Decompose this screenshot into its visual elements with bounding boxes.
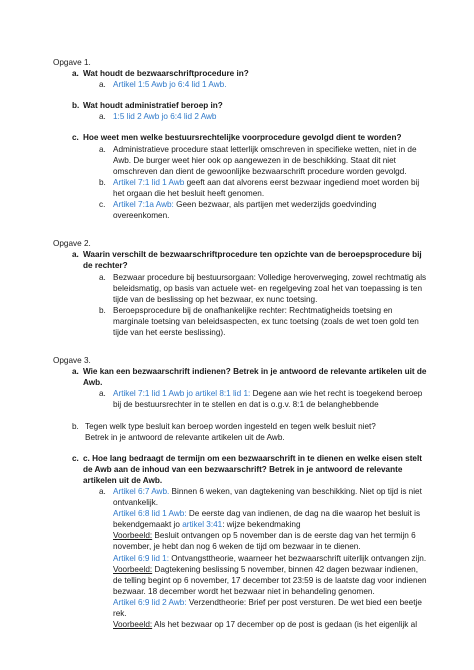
question-2a (53, 249, 427, 271)
opgave-1-title: Opgave 1. (53, 58, 91, 67)
question-text: Tegen welk type besluit kan beroep worden ingesteld en tegen welk besluit niet? (85, 421, 376, 431)
answer-label: a. (99, 272, 106, 282)
question-1c (53, 132, 427, 143)
answer-1c-b (53, 177, 427, 199)
answer-1c-a (53, 144, 427, 177)
answer-line (113, 619, 427, 630)
answer-line (113, 486, 427, 508)
question-text: Waarin verschilt de bezwaarschriftprocedure ten opzichte van de beroepsprocedure bij de rechter? (83, 250, 422, 271)
answer-line (113, 564, 427, 597)
question-3c (53, 453, 427, 486)
example-label: Voorbeeld: (113, 620, 153, 630)
answer-1a (53, 79, 427, 90)
answer-3b: Betrek in je antwoord de relevante artikelen uit de Awb. (85, 432, 285, 442)
answer-3a-a (53, 388, 427, 410)
question-text: Wie kan een bezwaarschrift indienen? Betrek in je antwoord de relevante artikelen uit de Awb. (83, 367, 427, 388)
article-reference: Artikel 7:1 lid 1 Awb (113, 177, 185, 187)
article-reference: Artikel 6:9 lid 1: (113, 553, 169, 563)
answer-2a-b (53, 305, 427, 338)
answer-text: Degene aan wie het recht is toegekend beroep bij de bestuursrechter in te stellen en dat is o.g.v. 8:1 de belanghebbende (113, 389, 423, 410)
question-text: Wat houdt administratief beroep in? (83, 101, 223, 111)
answer-label: a. (99, 112, 106, 122)
article-reference: Artikel 1:5 Awb jo 6:4 lid 1 Awb. (113, 80, 227, 90)
answer-text: Geen bezwaar, als partijen met wederzijds goedvinding overeenkomen. (113, 200, 377, 221)
question-3b (53, 421, 427, 432)
answer-text: Bezwaar procedure bij bestuursorgaan: Volledige heroverweging, zowel rechtmatig als beleidsmatig, op basis van actuele wet- en regelgeving zoal het van toepassing is ten tijde van de beslissing op het bezwaar, ex nunc toetsing. (113, 272, 427, 304)
question-text: Wat houdt de bezwaarschriftprocedure in? (83, 69, 249, 79)
answer-line (113, 530, 427, 552)
answer-label: a. (99, 389, 106, 399)
answer-label: c. (99, 200, 106, 210)
article-reference: Artikel 6:8 lid 1 Awb: (113, 509, 187, 519)
opgave-3-title: Opgave 3. (53, 356, 91, 366)
answer-1b (53, 111, 427, 122)
question-text: c. Hoe lang bedraagt de termijn om een bezwaarschrift in te dienen en welke eisen stelt de Awb aan de inhoud van een bezwaarschrift? Betrek in je antwoord de relevante artikelen uit de Awb. (83, 453, 422, 485)
answer-text: De eerste dag van indienen, de dag na die waarop het besluit is bekendgemaakt jo (113, 509, 421, 530)
article-reference: Artikel 6:9 lid 2 Awb: (113, 597, 187, 607)
answer-label: a. (99, 487, 106, 496)
answer-text: Besluit ontvangen op 5 november dan is de eerste dag van het termijn 6 november, je hebt dan nog 6 weken de tijd om bezwaar in te dienen. (113, 531, 416, 552)
answer-text: Binnen 6 weken, van dagtekening van beschikking. Niet op tijd is niet ontvankelijk. (113, 487, 422, 508)
opgave-2-title: Opgave 2. (53, 239, 91, 249)
answer-label: b. (99, 305, 106, 315)
answer-text: : wijze bekendmaking (222, 520, 301, 530)
example-label: Voorbeeld: (113, 564, 153, 574)
question-label: c. (72, 133, 79, 143)
question-text: Hoe weet men welke bestuursrechtelijke voorprocedure gevolgd dient te worden? (83, 133, 402, 143)
answer-text: Als het bezwaar op 17 december op de post is gedaan (is het eigenlijk al (152, 620, 418, 630)
answer-text: Administratieve procedure staat letterlijk omschreven in specifieke wetten, niet in de Awb. De burger weet hier ook op aangewezen in de beschikking. Staat dit niet omschreven dan dient de gewoonlijke bezwaarschrift procedure worden gevolgd. (113, 144, 417, 176)
answer-3c-a (53, 486, 427, 630)
answer-text: geeft aan dat alvorens eerst bezwaar ingediend moet worden bij het orgaan die het besluit heeft genomen. (113, 177, 420, 198)
answer-line (113, 553, 427, 564)
article-reference: artikel 3:41 (182, 520, 223, 530)
answer-2a-a (53, 272, 427, 305)
question-label: b. (72, 101, 80, 111)
answer-line (113, 508, 427, 530)
question-label: a. (72, 250, 79, 260)
article-reference: Artikel 7:1a Awb: (113, 200, 174, 210)
example-label: Voorbeeld: (113, 531, 153, 541)
question-label: b. (72, 421, 79, 431)
document-body (53, 57, 427, 630)
answer-line (113, 597, 427, 619)
question-label: a. (72, 69, 79, 79)
answer-label: b. (99, 177, 106, 187)
answer-text: Ontvangsttheorie, waarneer het bezwaarschrift uiterlijk ontvangen zijn. (168, 553, 427, 563)
answer-label: a. (99, 80, 106, 90)
answer-text: Dagtekening beslissing 5 november, binnen 42 dagen bezwaar indienen, de telling begint op 6 november, 17 december tot 23:59 is de laatste dag voor indienen bezwaar. 18 december wordt het bezwaar niet in behandeling genomen. (113, 564, 427, 596)
question-1a (53, 68, 427, 79)
question-1b (53, 100, 427, 111)
answer-text: Verzendtheorie: Brief per post versturen. De wet bied een beetje rek. (113, 597, 422, 619)
article-reference: Artikel 6:7 Awb. (113, 487, 170, 496)
question-label: a. (72, 367, 79, 377)
question-label: c. (72, 453, 79, 463)
answer-1c-c (53, 199, 427, 221)
question-3a (53, 366, 427, 388)
answer-label: a. (99, 144, 106, 154)
article-reference: Artikel 7:1 lid 1 Awb jo artikel 8:1 lid 1: (113, 389, 251, 399)
article-reference: 1:5 lid 2 Awb jo 6:4 lid 2 Awb (113, 112, 217, 122)
answer-text: Beroepsprocedure bij de onafhankelijke rechter: Rechtmatigheids toetsing en marginale toetsing van beleidsaspecten, ex tunc toetsing (zoals de wet toen gold ten tijde van het eerste beslissing). (113, 305, 419, 337)
